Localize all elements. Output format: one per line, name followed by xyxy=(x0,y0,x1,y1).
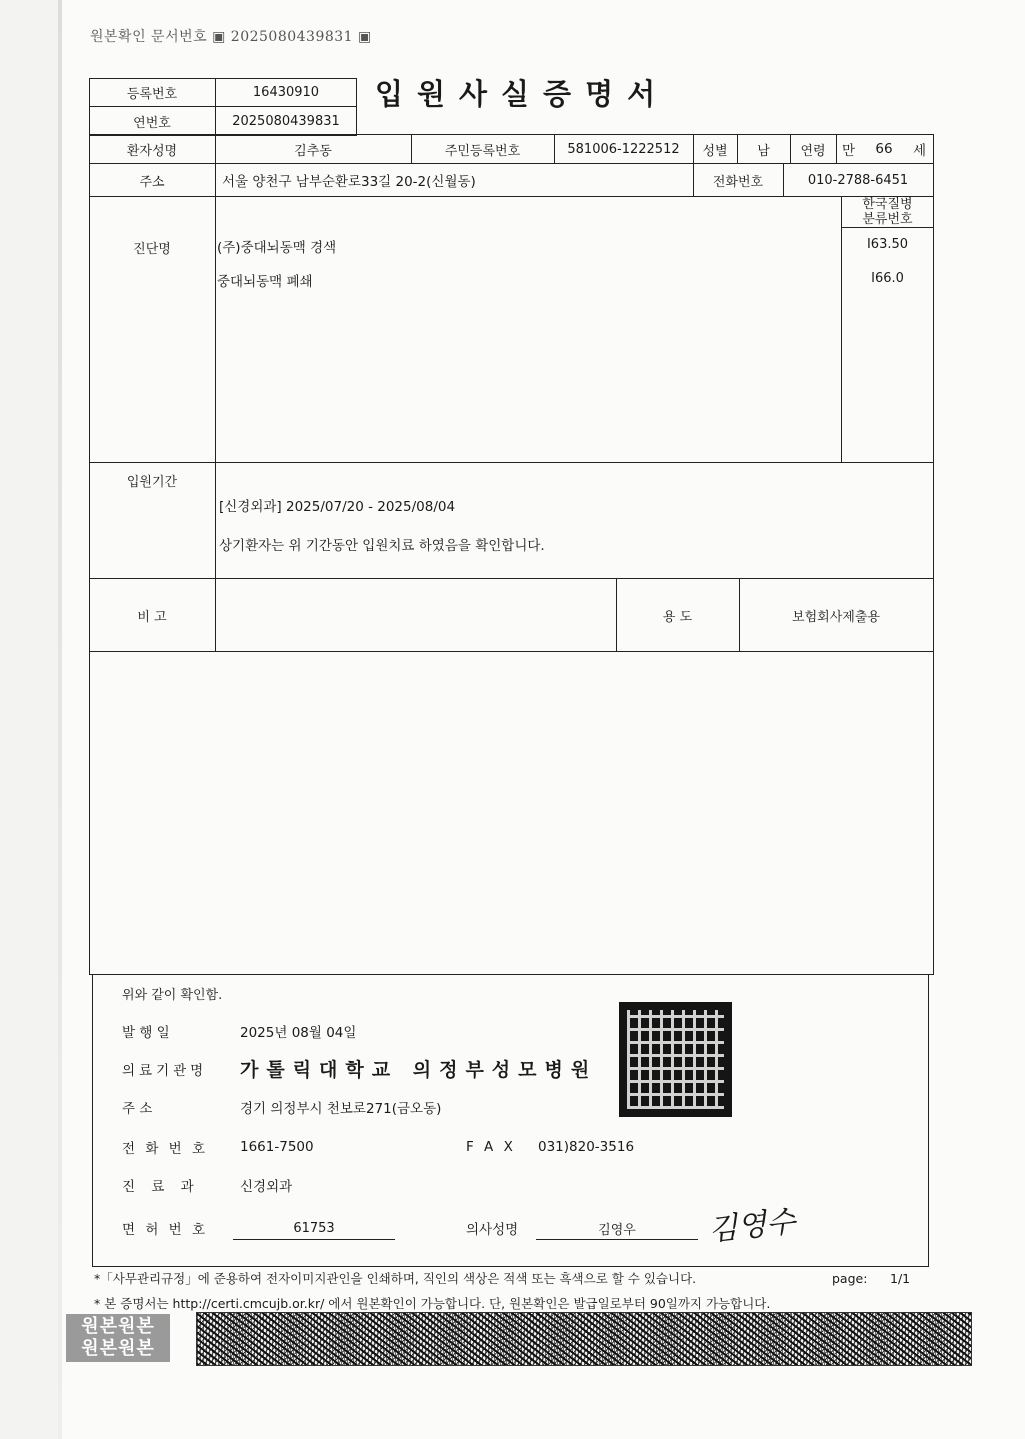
issue-addr: 경기 의정부시 천보로271(금오동) xyxy=(240,1101,442,1117)
age-prefix: 만 xyxy=(842,143,856,159)
page-value: 1/1 xyxy=(890,1271,911,1286)
admission-label: 입원기간 xyxy=(126,474,178,490)
doctor-signature: 김영수 xyxy=(706,1204,798,1249)
name-value: 김추동 xyxy=(294,143,332,159)
code-header-line1: 한국질병 xyxy=(862,196,913,212)
diagnosis-code: I66.0 xyxy=(871,270,904,286)
addr-label: 주소 xyxy=(139,174,165,190)
stamp-line-1: 원본원본 xyxy=(81,1316,155,1337)
phone-value: 010-2788-6451 xyxy=(807,172,909,188)
blank-area xyxy=(89,651,934,975)
dept-value: 신경외과 xyxy=(240,1179,293,1195)
diagnosis-code: I63.50 xyxy=(866,236,909,252)
doc-number-value: 2025080439831 xyxy=(230,29,354,45)
reg-value: 16430910 xyxy=(252,85,320,100)
code-header xyxy=(841,196,934,227)
tel-label: 전 화 번 호 xyxy=(122,1141,209,1157)
diagnosis-label: 진단명 xyxy=(133,241,171,257)
tel-value: 1661-7500 xyxy=(240,1139,314,1155)
footer-note-2: * 본 증명서는 http://certi.cmcujb.or.kr/ 에서 원본확인이 가능합니다. 단, 원본확인은 발급일로부터 90일까지 가능합니다. xyxy=(94,1296,771,1311)
age-suffix: 세 xyxy=(912,143,926,159)
serial-value: 2025080439831 xyxy=(232,113,340,129)
fax-value: 031)820-3516 xyxy=(538,1139,635,1155)
code-header-line2: 분류번호 xyxy=(862,211,913,227)
page-title: 입원사실증명서 xyxy=(375,77,670,111)
doctor-label: 의사성명 xyxy=(466,1222,519,1238)
use-value: 보험회사제출용 xyxy=(792,609,880,625)
doc-number-line: 원본확인 문서번호 ▣ 2025080439831 ▣ xyxy=(90,29,372,45)
issue-date: 2025년 08월 04일 xyxy=(240,1025,357,1041)
sex-value: 남 xyxy=(757,143,770,159)
page-label: page: xyxy=(832,1271,868,1286)
rrn-label: 주민등록번호 xyxy=(444,143,521,159)
phone-label: 전화번호 xyxy=(712,174,764,190)
fax-label: F A X xyxy=(466,1139,516,1155)
2d-barcode xyxy=(196,1312,972,1366)
name-label: 환자성명 xyxy=(126,143,178,159)
license-value: 61753 xyxy=(233,1217,395,1240)
remarks-label: 비 고 xyxy=(137,609,167,625)
remarks-value xyxy=(222,579,612,651)
doctor-name: 김영우 xyxy=(536,1217,698,1240)
rrn-value: 581006-1222512 xyxy=(567,141,680,157)
original-stamp xyxy=(66,1314,170,1362)
age-cell xyxy=(842,135,932,163)
diagnosis-item: (주)중대뇌동맥 경색 xyxy=(217,240,337,256)
issue-confirm-text: 위와 같이 확인함. xyxy=(122,987,223,1003)
sex-label: 성별 xyxy=(702,143,728,159)
admission-period: [신경외과] 2025/07/20 - 2025/08/04 xyxy=(219,499,456,515)
reg-label: 등록번호 xyxy=(126,87,178,102)
institution-name: 가톨릭대학교 의정부성모병원 xyxy=(240,1058,598,1081)
admission-confirm: 상기환자는 위 기간동안 입원치료 하였음을 확인합니다. xyxy=(219,538,545,554)
diagnosis-item: 중대뇌동맥 폐쇄 xyxy=(217,274,313,290)
age-label: 연령 xyxy=(800,143,826,159)
stamp-line-2: 원본원본 xyxy=(81,1338,155,1359)
addr-value: 서울 양천구 남부순환로33길 20-2(신월동) xyxy=(222,174,476,190)
doc-number-label: 원본확인 문서번호 xyxy=(90,29,208,45)
issue-date-label: 발 행 일 xyxy=(122,1025,170,1041)
official-seal xyxy=(619,1002,732,1117)
license-label: 면 허 번 호 xyxy=(122,1222,209,1238)
issue-addr-label: 주 소 xyxy=(122,1101,153,1117)
age-value: 66 xyxy=(875,141,893,157)
footer-note-1: *「사무관리규정」에 준용하여 전자이미지관인을 인쇄하며, 직인의 색상은 적색 또는 흑색으로 할 수 있습니다. xyxy=(94,1271,697,1286)
use-label: 용 도 xyxy=(662,609,693,625)
serial-label: 연번호 xyxy=(133,115,171,131)
institution-label: 의료기관명 xyxy=(122,1063,208,1079)
dept-label: 진 료 과 xyxy=(122,1179,200,1195)
